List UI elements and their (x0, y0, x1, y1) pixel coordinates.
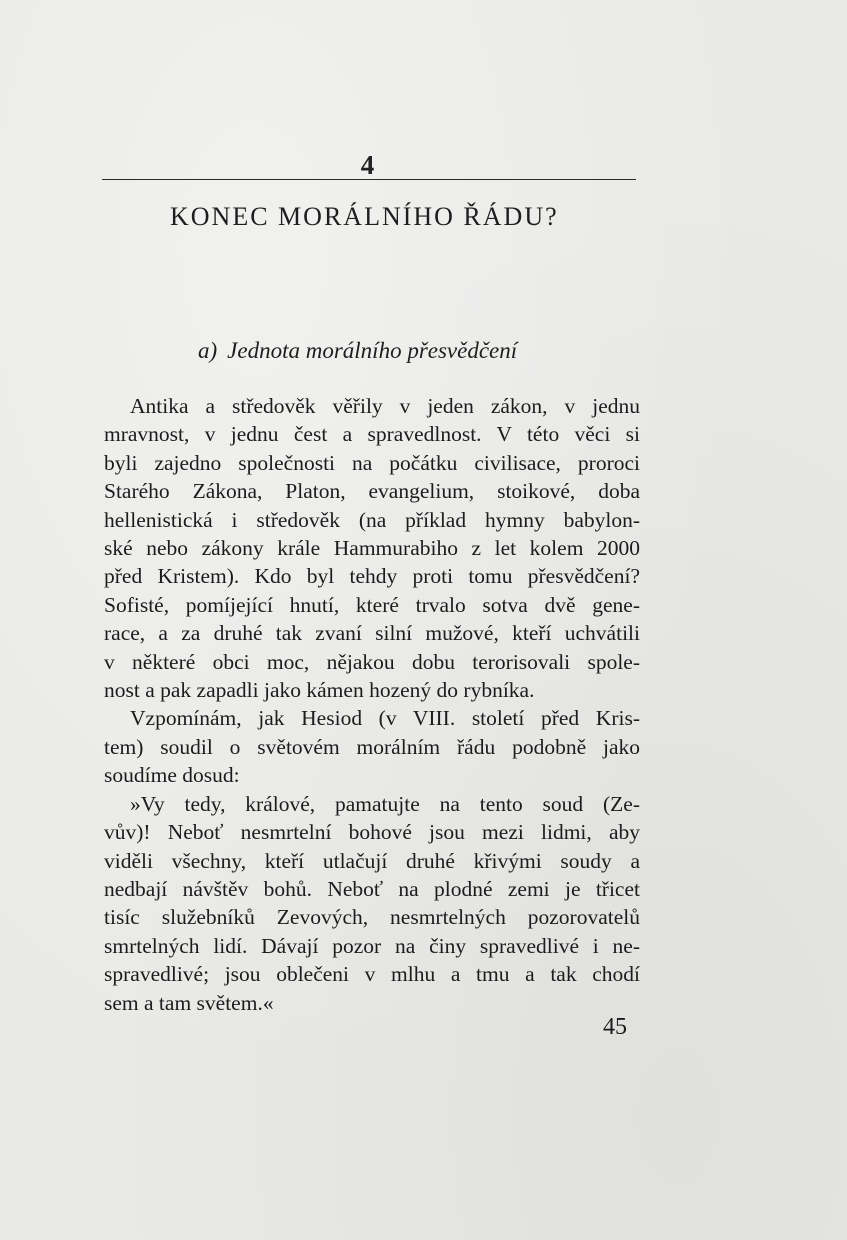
text-line: soudíme dosud: (104, 763, 240, 788)
chapter-title: KONEC MORÁLNÍHO ŘÁDU? (170, 202, 559, 231)
text-line: »Vy tedy, králové, pamatujte na tento soud (Ze- (130, 791, 640, 816)
text-line: vův)! Neboť nesmrtelní bohové jsou mezi lidmi, aby (104, 820, 640, 845)
text-line: Antika a středověk věřily v jeden zákon, v jednu (130, 394, 640, 418)
text-line: Vzpomínám, jak Hesiod (v VIII. století před Kris- (130, 706, 640, 731)
text-line: tisíc služebníků Zevových, nesmrtelných pozorovatelů (104, 905, 640, 930)
text-line: viděli všechny, kteří utlačují druhé křivými soudy a (104, 848, 640, 873)
text-line: race, a za druhé tak zvaní silní mužové, kteří uchvátili (104, 621, 640, 646)
section-heading (198, 338, 517, 364)
text-line: v některé obci moc, nějakou dobu terorisovali spole- (104, 649, 640, 674)
section-label: a) (198, 338, 218, 363)
text-line: spravedlivé; jsou oblečeni v mlhu a tmu a tak chodí (104, 962, 640, 987)
text-line: mravnost, v jednu čest a spravedlnost. V této věci si (104, 422, 640, 447)
text-line: Starého Zákona, Platon, evangelium, stoikové, doba (104, 479, 640, 504)
section-title: Jednota morálního přesvědčení (227, 338, 518, 363)
text-line: ské nebo zákony krále Hammurabiho z let kolem 2000 (104, 536, 640, 561)
text-line: nost a pak zapadli jako kámen hozený do rybníka. (104, 678, 535, 703)
text-line: smrtelných lidí. Dávají pozor na činy spravedlivé i ne- (104, 933, 640, 958)
text-line: nedbají návštěv bohů. Neboť na plodné zemi je třicet (104, 876, 640, 901)
chapter-rule (102, 179, 636, 180)
text-line: hellenistická i středověk (na příklad hymny babylon- (104, 507, 640, 532)
text-line: byli zajedno společnosti na počátku civilisace, proroci (104, 450, 640, 475)
text-line: sem a tam světem.« (104, 990, 274, 1015)
text-line: Sofisté, pomíjející hnutí, které trvalo sotva dvě gene- (104, 592, 640, 617)
chapter-number: 4 (360, 150, 375, 180)
page-number: 45 (603, 1014, 627, 1040)
text-line: tem) soudil o světovém morálním řádu podobně jako (104, 734, 640, 759)
body-text (104, 392, 640, 1017)
text-line: před Kristem). Kdo byl tehdy proti tomu přesvědčení? (104, 564, 640, 589)
